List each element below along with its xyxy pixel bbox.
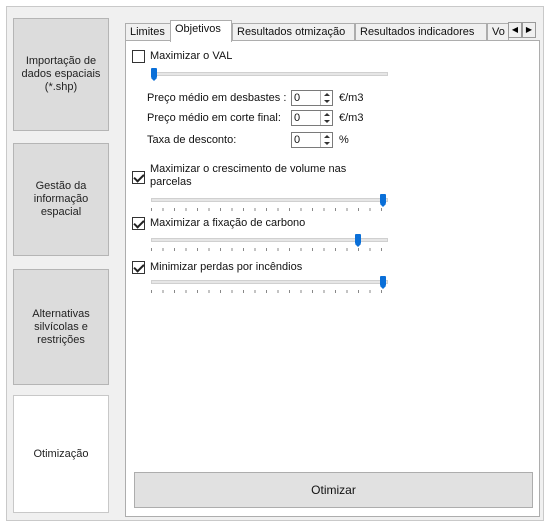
discount-rate-value[interactable]: 0 [294, 134, 301, 146]
carbon-slider-track [151, 238, 388, 242]
fire-losses-slider-thumb[interactable] [380, 276, 386, 286]
price-final-cut-label: Preço médio em corte final: [147, 112, 281, 124]
volume-growth-slider[interactable] [151, 194, 388, 210]
discount-rate-unit: % [339, 134, 349, 146]
val-slider[interactable] [151, 68, 388, 84]
carbon-option[interactable] [132, 217, 305, 230]
price-final-cut-stepper[interactable] [291, 110, 333, 126]
nav-spatial-info-button[interactable]: Gestão da informação espacial [13, 143, 109, 256]
nav-optimization-button[interactable]: Otimização [13, 395, 109, 513]
val-slider-thumb[interactable] [151, 68, 157, 78]
volume-growth-option[interactable] [132, 163, 372, 189]
stepper-up-icon[interactable] [324, 135, 330, 138]
price-thinning-label: Preço médio em desbastes : [147, 92, 287, 104]
stepper-up-icon[interactable] [324, 113, 330, 116]
discount-rate-stepper[interactable] [291, 132, 333, 148]
carbon-slider-ticks [151, 248, 388, 251]
tab-optimization-results[interactable]: Resultados otmização [232, 23, 355, 41]
volume-growth-checkbox[interactable] [132, 171, 145, 184]
carbon-checkbox[interactable] [132, 217, 145, 230]
volume-growth-slider-ticks [151, 208, 388, 211]
fire-losses-slider-ticks [151, 290, 388, 293]
carbon-slider-thumb[interactable] [355, 234, 361, 244]
fire-losses-label: Minimizar perdas por incêndios [150, 261, 303, 273]
price-final-cut-value[interactable]: 0 [294, 112, 301, 124]
volume-growth-slider-track [151, 198, 388, 202]
discount-rate-label: Taxa de desconto: [147, 134, 237, 146]
stepper-down-icon[interactable] [324, 100, 330, 103]
tab-scroll-left-icon[interactable]: ◀ [508, 22, 522, 38]
val-checkbox[interactable] [132, 50, 145, 63]
tab-indicator-results[interactable]: Resultados indicadores [355, 23, 487, 41]
fire-losses-option[interactable] [132, 261, 302, 274]
val-option[interactable] [132, 50, 232, 63]
stepper-down-icon[interactable] [324, 142, 330, 145]
tab-limits[interactable]: Limites [125, 23, 171, 41]
volume-growth-label: Maximizar o crescimento de volume nas parcelas [150, 163, 347, 188]
objectives-panel [125, 40, 540, 517]
tab-scroll-arrows [508, 22, 536, 38]
stepper-down-icon[interactable] [324, 120, 330, 123]
carbon-label: Maximizar a fixação de carbono [150, 217, 306, 229]
fire-losses-slider[interactable] [151, 276, 388, 292]
nav-alternatives-button[interactable]: Alternativas silvícolas e restrições [13, 269, 109, 385]
fire-losses-slider-track [151, 280, 388, 284]
main-window [6, 6, 544, 521]
stepper-up-icon[interactable] [324, 93, 330, 96]
optimize-button[interactable]: Otimizar [134, 472, 533, 508]
tab-overflow[interactable]: Vo [487, 23, 509, 41]
volume-growth-slider-thumb[interactable] [380, 194, 386, 204]
tab-strip [125, 20, 540, 41]
price-thinning-value[interactable]: 0 [294, 92, 301, 104]
tab-objectives[interactable]: Objetivos [170, 20, 232, 42]
val-slider-track [151, 72, 388, 76]
val-label: Maximizar o VAL [150, 50, 233, 62]
price-thinning-stepper[interactable] [291, 90, 333, 106]
fire-losses-checkbox[interactable] [132, 261, 145, 274]
tab-scroll-right-icon[interactable]: ▶ [522, 22, 536, 38]
carbon-slider[interactable] [151, 234, 388, 250]
nav-import-spatial-data-button[interactable]: Importação de dados espaciais (*.shp) [13, 18, 109, 131]
price-final-cut-unit: €/m3 [339, 112, 364, 124]
price-thinning-unit: €/m3 [339, 92, 364, 104]
